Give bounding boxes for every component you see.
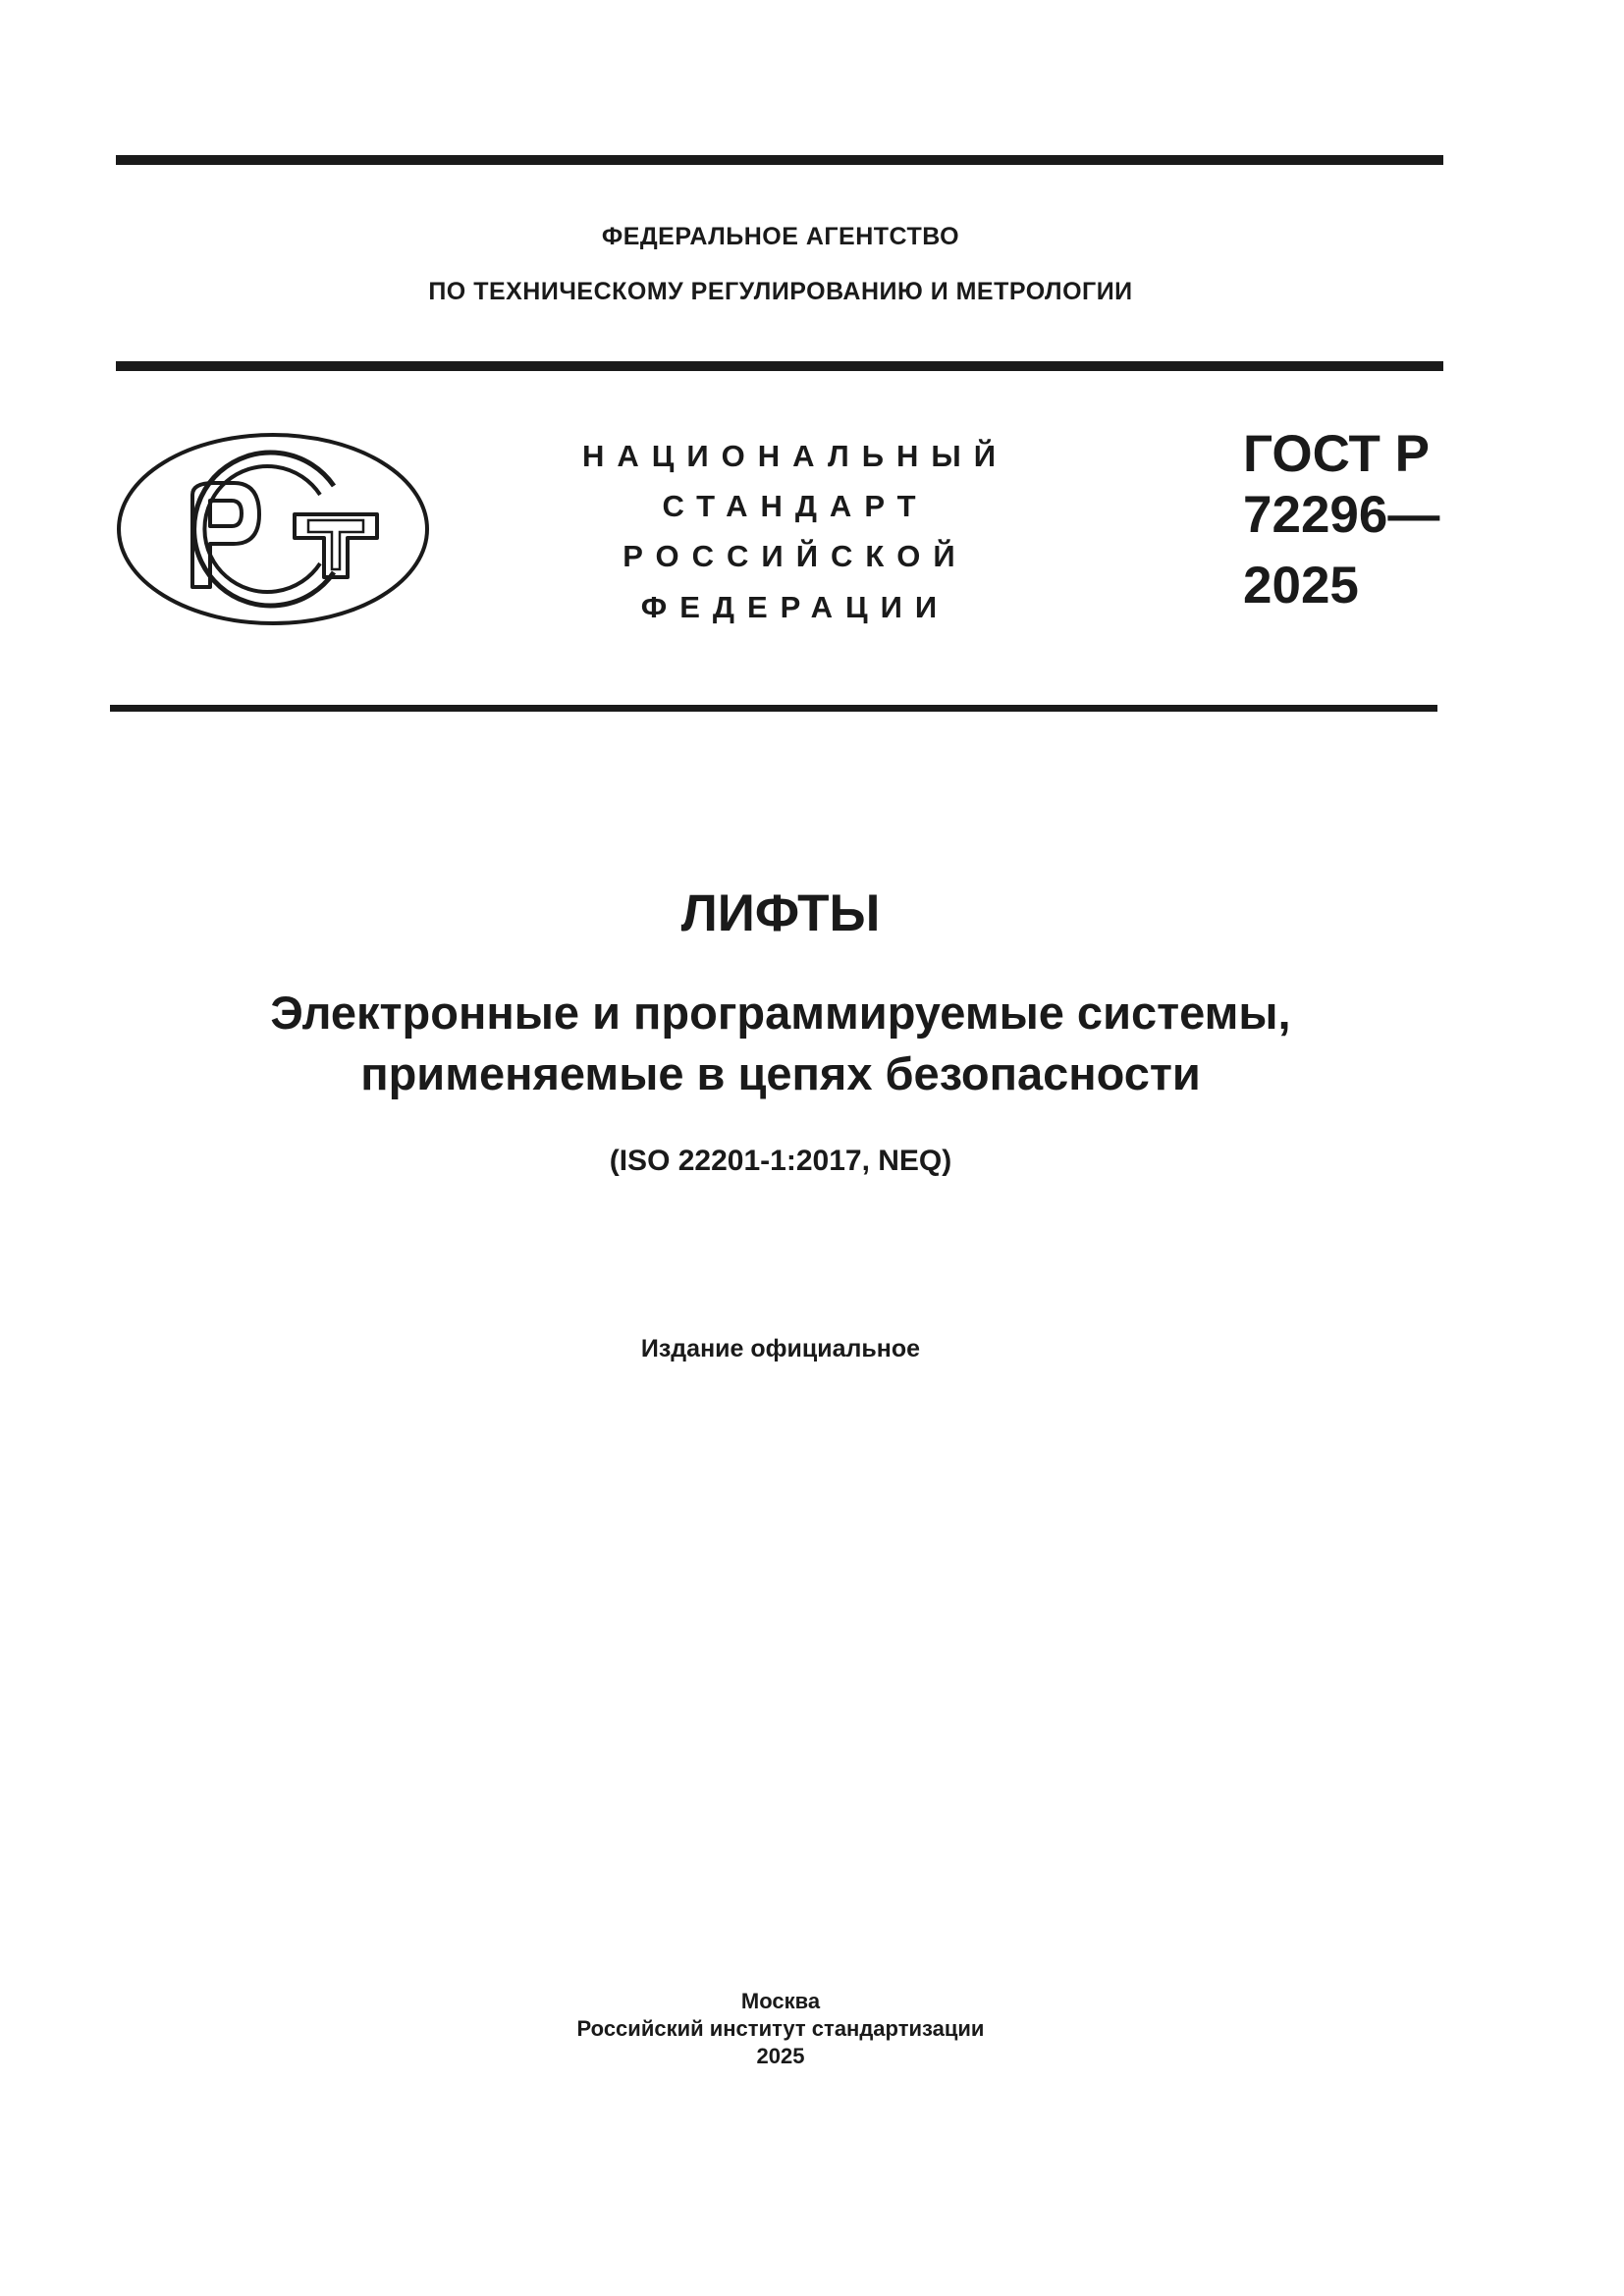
designation-line3: 2025 — [1243, 557, 1359, 614]
document-subtitle-line2: применяемые в цепях безопасности — [360, 1047, 1201, 1099]
document-title: ЛИФТЫ — [680, 884, 881, 942]
standard-type-line4: ФЕДЕРАЦИИ — [640, 590, 950, 624]
agency-name-line2: ПО ТЕХНИЧЕСКОМУ РЕГУЛИРОВАНИЮ И МЕТРОЛОГИИ — [428, 278, 1133, 305]
standard-type-line3: РОССИЙСКОЙ — [623, 539, 968, 573]
rst-certification-mark-icon — [116, 430, 432, 628]
imprint-publisher: Российский институт стандартизации — [576, 2016, 985, 2041]
edition-label: Издание официальное — [640, 1335, 921, 1362]
standard-type-line2: СТАНДАРТ — [662, 489, 929, 523]
agency-bottom-rule — [116, 361, 1443, 371]
document-subtitle-line1: Электронные и программируемые системы, — [270, 987, 1291, 1039]
iso-reference: (ISO 22201-1:2017, NEQ) — [609, 1145, 952, 1177]
imprint-city: Москва — [740, 1989, 821, 2013]
imprint-year: 2025 — [756, 2044, 805, 2068]
designation-line2: 72296— — [1243, 486, 1440, 544]
top-rule — [116, 155, 1443, 165]
agency-name-line1: ФЕДЕРАЛЬНОЕ АГЕНТСТВО — [601, 223, 960, 250]
standard-type-line1: НАЦИОНАЛЬНЫЙ — [581, 439, 1009, 473]
header-bottom-rule — [110, 705, 1437, 712]
designation-line1: ГОСТ Р — [1243, 425, 1430, 483]
